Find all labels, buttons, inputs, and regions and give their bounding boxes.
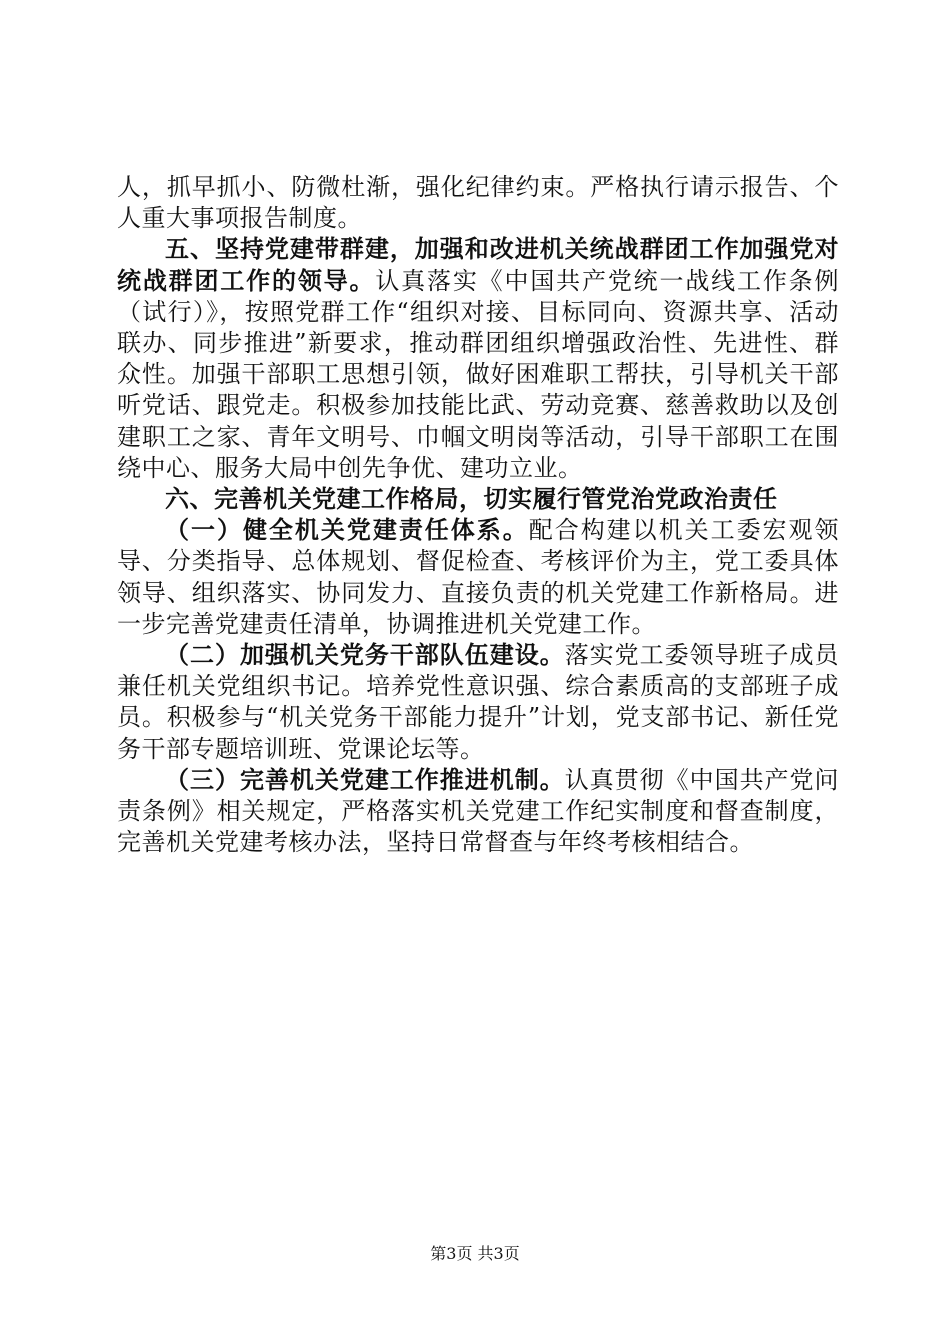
paragraph-4-heading: （一）健全机关党建责任体系。 xyxy=(165,516,529,545)
paragraph-2 xyxy=(117,234,839,484)
paragraph-3 xyxy=(117,484,839,515)
paragraph-3-heading: 六、完善机关党建工作格局，切实履行管党治党政治责任 xyxy=(165,485,778,514)
document-body xyxy=(117,172,839,858)
paragraph-1-text: 人，抓早抓小、防微杜渐，强化纪律约束。严格执行请示报告、个人重大事项报告制度。 xyxy=(117,173,839,233)
paragraph-6-text: 认真贯彻《中国共产党问责条例》相关规定，严格落实机关党建工作纪实制度和督查制度，完善机关党建考核办法，坚持日常督查与年终考核相结合。 xyxy=(117,765,840,857)
paragraph-6 xyxy=(117,765,839,859)
paragraph-4 xyxy=(117,515,839,640)
paragraph-1 xyxy=(117,172,839,234)
paragraph-5 xyxy=(117,640,839,765)
paragraph-5-heading: （二）加强机关党务干部队伍建设。 xyxy=(165,641,565,670)
paragraph-2-heading: 五、坚持党建带群建，加强和改进机关统战群团工作加强党对统战群团工作的领导。 xyxy=(117,235,839,295)
paragraph-4-text: 配合构建以机关工委宏观领导、分类指导、总体规划、督促检查、考核评价为主，党工委具体领导、组织落实、协同发力、直接负责的机关党建工作新格局。进一步完善党建责任清单，协调推进机关党建工作。 xyxy=(117,516,840,638)
paragraph-6-heading: （三）完善机关党建工作推进机制。 xyxy=(165,765,565,794)
paragraph-5-text: 落实党工委领导班子成员兼任机关党组织书记。培养党性意识强、综合素质高的支部班子成员。积极参与“机关党务干部能力提升”计划，党支部书记、新任党务干部专题培训班、党课论坛等。 xyxy=(117,641,840,763)
page-number-footer: 第3页 共3页 xyxy=(430,1244,520,1263)
paragraph-2-text: 认真落实《中国共产党统一战线工作条例（试行）》，按照党群工作“组织对接、目标同向、资源共享、活动联办、同步推进”新要求，推动群团组织增强政治性、先进性、群众性。加强干部职工思想引领，做好困难职工帮扶，引导机关干部听党话、跟党走。积极参加技能比武、劳动竞赛、慈善救助以及创建职工之家、青年文明号、巾帼文明岗等活动，引导干部职工在围绕中心、服务大局中创先争优、建功立业。 xyxy=(117,266,840,482)
